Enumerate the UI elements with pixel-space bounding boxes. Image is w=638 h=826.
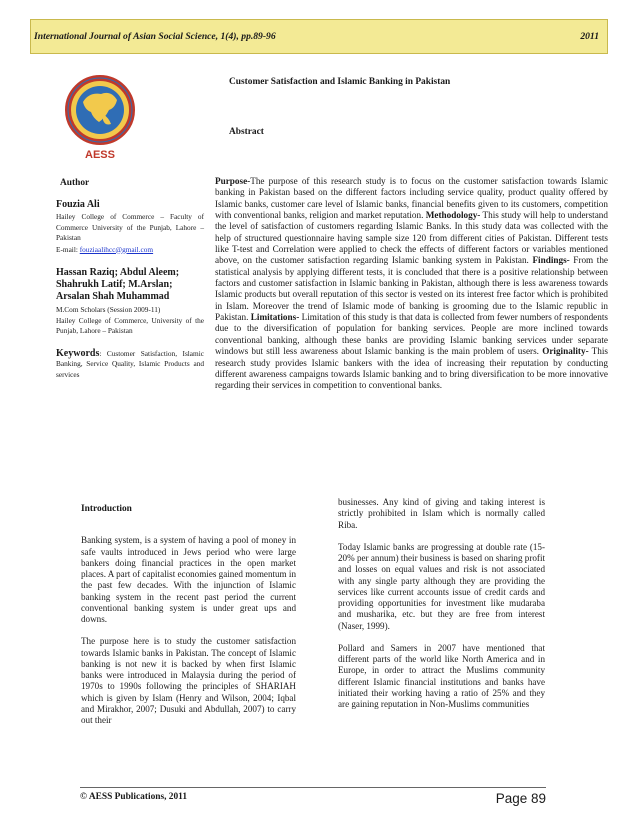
footer-copyright: © AESS Publications, 2011 [80,792,188,802]
email-label: E-mail: [56,244,78,254]
author-heading: Author [60,178,90,188]
body-paragraph: Today Islamic banks are progressing at double rate (15-20% per annum) their business is based on sharing profit and losses on equal values and risk is not associated with any single party although they are providing the services like current accounts issue of credit cards and providing opportunities for investment like mudaraba and musharika, etc. but they are free from interest (Naser, 1999). [338,541,545,631]
journal-year: 2011 [580,31,599,42]
body-paragraph: Pollard and Samers in 2007 have mentioned that different parts of the world like North America and in Europe, in order to attract the Muslims community different Islamic financial institutions and banks have initiated their working having a ratio of 25% and they are gaining reputation in Non-Muslims communities [338,642,545,709]
abstract-text [215,176,608,392]
journal-header-bar [30,19,608,54]
author-column [56,178,204,380]
page-footer [80,787,546,806]
journal-citation: International Journal of Asian Social Science, 1(4), pp.89-96 [34,31,276,42]
purpose-label: Purpose- [215,176,251,186]
aess-logo [59,74,141,164]
body-right-column [338,497,545,721]
body-paragraph: Banking system, is a system of having a pool of money in safe vaults introduced in Jews period who were large bankers doing financial practices in the open market places. A part of capitalist economies gained momentum in the past few decades. With the injunction of Islamic banking system in the recent past period the current conventional banking system is under great ups and downs. [81,535,296,624]
page-number: Page 89 [495,791,546,806]
keywords-text: : Customer Satisfaction, Islamic Banking, Service Quality, Islamic Products and services [56,348,204,379]
body-paragraph: The purpose here is to study the customer satisfaction towards Islamic banks in Pakistan. The concept of Islamic banking is not new it is backed by when first Islamic banks were introduced in Malaysia during the period of 1970s to 1990s following the principles of SHARIAH which is given by Islam (Henry and Wilson, 2004; Iqbal and Mirakhor, 2007; Dusuki and Abdullah, 2007) to carry out their [81,636,296,725]
author-email-line [56,245,204,256]
methodology-label: Methodology- [425,210,481,221]
body-paragraph: businesses. Any kind of giving and taking interest is strictly prohibited in Islam which is normally called Riba. [338,497,545,530]
author-affiliation: Hailey College of Commerce – Faculty of Commerce University of the Punjab, Lahore – Pakistan [56,212,204,242]
logo-label: AESS [85,149,115,161]
introduction-heading: Introduction [81,504,132,514]
methodology-text: This study will help to understand the level of satisfaction of customers regarding Islamic Banks. In this study data was collected with the help of structured questionnaire having sample size 120 from different cities of Pakistan. Different tests like T-test and Correlation were applied to check the effects of different factors or variables mentioned above, on the customer satisfaction regarding Islamic banking system in Pakistan. [215,210,608,266]
keywords-label: Keywords [56,347,100,359]
author-email-link[interactable]: fouziaalihcc@gmail.com [79,244,154,254]
body-left-column [81,497,296,737]
originality-label: Originality- [542,346,589,357]
findings-text: From the statistical analysis by applying different tests, it is concluded that there is a positive relationship between factors and customer satisfaction in Islamic banking in Pakistan, although there is less awareness towards Islamic products but overall reputation of this sector is vested on its interest free factor which is prohibited in Islam. Moreover the trend of Islamic mode of banking is grooming due to the Islamic republic in Pakistan. [215,255,609,323]
paper-title: Customer Satisfaction and Islamic Banking in Pakistan [229,77,451,87]
abstract-heading: Abstract [229,127,264,137]
originality-text: This research study provides Islamic bankers with the idea of increasing their reputation by conducting different awareness campaigns towards Islamic banking and to bring diversification to be more innovative regarding their services in competition to conventional banks. [215,346,609,391]
keywords [56,349,204,381]
author-name: Fouzia Ali [56,199,100,210]
coauthor-session: M.Com Scholars (Session 2009-11) [56,305,161,314]
coauthor-affiliation: Hailey College of Commerce, University of the Punjab, Lahore – Pakistan [56,315,204,335]
purpose-text: The purpose of this research study is to focus on the customer satisfaction towards Islamic banking in Pakistan based on the different factors including service quality, product quality offered by Islamic banks, customer care level of Islamic banks, financial benefits given to its customers, competition with conventional banks, religion and market reputation. [215,176,608,221]
limitations-text: Limitation of this study is that data is collected from fewer numbers of respondents due to the diversification of population for banking services. People are more inclined towards conventional banking, although these banks are providing Islamic banking services under separate windows but still less awareness about Islamic banking is the main problem of users. [215,312,608,357]
findings-label: Findings- [532,255,570,266]
coauthor-names: Hassan Raziq; Abdul Aleem; Shahrukh Latif; M.Arslan; Arsalan Shah Muhammad [56,267,180,302]
limitations-label: Limitations- [250,312,300,323]
